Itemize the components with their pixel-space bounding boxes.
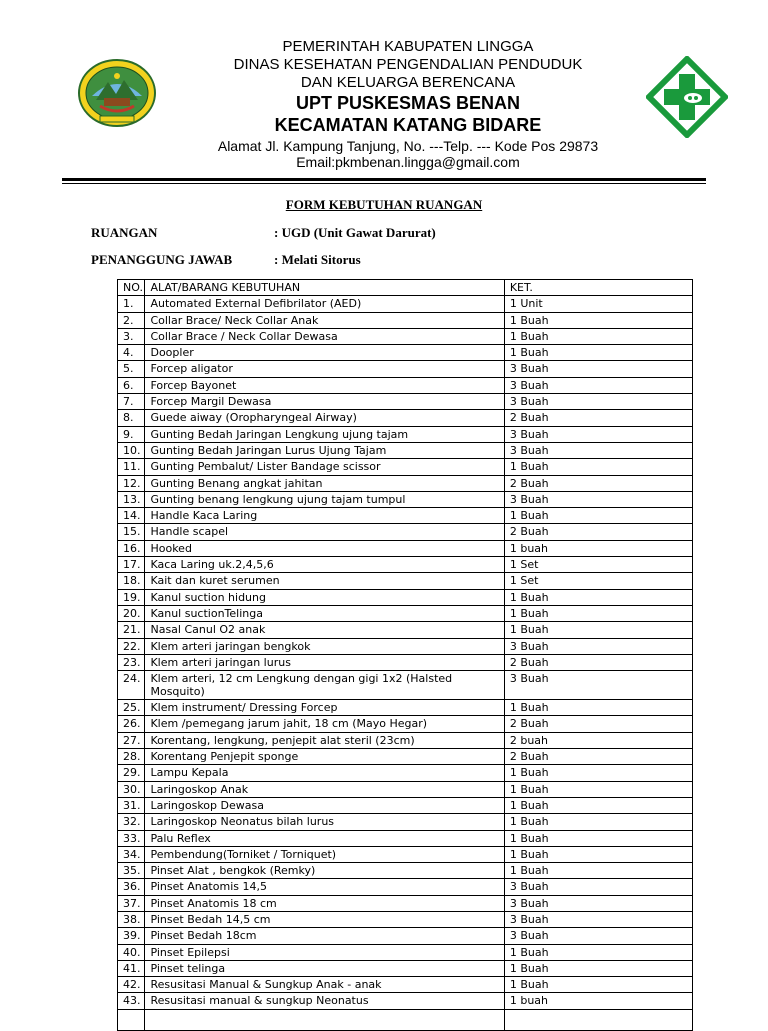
row-number: 32. <box>118 814 145 830</box>
table-row <box>118 557 693 573</box>
row-quantity: 1 Buah <box>504 797 692 813</box>
table-row <box>118 781 693 797</box>
row-item-name: Klem arteri, 12 cm Lengkung dengan gigi 1x2 (Halsted Mosquito) <box>145 671 504 700</box>
row-quantity: 1 Buah <box>504 846 692 862</box>
row-item-name: Pinset Bedah 18cm <box>145 928 504 944</box>
table-row <box>118 654 693 670</box>
row-number: 42. <box>118 977 145 993</box>
row-item-name: Resusitasi Manual & Sungkup Anak - anak <box>145 977 504 993</box>
row-quantity: 3 Buah <box>504 911 692 927</box>
row-quantity: 3 Buah <box>504 638 692 654</box>
table-row <box>118 879 693 895</box>
row-item-name: Hooked <box>145 540 504 556</box>
row-number: 23. <box>118 654 145 670</box>
row-item-name: Pinset Anatomis 18 cm <box>145 895 504 911</box>
row-item-name: Gunting Bedah Jaringan Lengkung ujung tajam <box>145 426 504 442</box>
row-number: 7. <box>118 394 145 410</box>
empty-cell <box>145 1009 504 1030</box>
table-row <box>118 638 693 654</box>
table-row <box>118 394 693 410</box>
row-number: 11. <box>118 459 145 475</box>
letterhead-government: PEMERINTAH KABUPATEN LINGGA <box>282 38 534 55</box>
row-item-name: Klem arteri jaringan bengkok <box>145 638 504 654</box>
row-item-name: Resusitasi manual & sungkup Neonatus <box>145 993 504 1009</box>
letterhead-address: Alamat Jl. Kampung Tanjung, No. ---Telp. --- Kode Pos 29873 <box>217 138 599 154</box>
row-number: 26. <box>118 716 145 732</box>
row-quantity: 1 Set <box>504 573 692 589</box>
row-item-name: Kait dan kuret serumen <box>145 573 504 589</box>
row-item-name: Klem /pemegang jarum jahit, 18 cm (Mayo Hegar) <box>145 716 504 732</box>
row-number: 36. <box>118 879 145 895</box>
table-row <box>118 814 693 830</box>
row-quantity: 2 Buah <box>504 475 692 491</box>
row-quantity: 1 Buah <box>504 863 692 879</box>
table-row <box>118 410 693 426</box>
row-quantity: 3 Buah <box>504 442 692 458</box>
row-quantity: 1 Buah <box>504 459 692 475</box>
letterhead-divider-thick <box>62 178 706 181</box>
row-number: 35. <box>118 863 145 879</box>
row-number: 9. <box>118 426 145 442</box>
table-body <box>118 296 693 1030</box>
row-item-name: Laringoskop Dewasa <box>145 797 504 813</box>
row-quantity: 1 Buah <box>504 605 692 621</box>
row-item-name: Korentang, lengkung, penjepit alat steril (23cm) <box>145 732 504 748</box>
row-item-name: Collar Brace/ Neck Collar Anak <box>145 312 504 328</box>
row-number: 8. <box>118 410 145 426</box>
table-row <box>118 345 693 361</box>
room-label: RUANGAN <box>91 225 158 240</box>
row-item-name: Klem instrument/ Dressing Forcep <box>145 700 504 716</box>
row-item-name: Korentang Penjepit sponge <box>145 749 504 765</box>
row-number: 28. <box>118 749 145 765</box>
row-item-name: Gunting Benang angkat jahitan <box>145 475 504 491</box>
header-item: ALAT/BARANG KEBUTUHAN <box>145 280 504 296</box>
row-quantity: 2 Buah <box>504 410 692 426</box>
table-row <box>118 328 693 344</box>
row-item-name: Pinset Bedah 14,5 cm <box>145 911 504 927</box>
row-number: 21. <box>118 622 145 638</box>
row-quantity: 1 Buah <box>504 345 692 361</box>
table-row <box>118 928 693 944</box>
table-row <box>118 573 693 589</box>
header-no: NO. <box>118 280 145 296</box>
row-item-name: Pinset telinga <box>145 960 504 976</box>
table-row <box>118 605 693 621</box>
row-item-name: Laringoskop Anak <box>145 781 504 797</box>
row-item-name: Pinset Alat , bengkok (Remky) <box>145 863 504 879</box>
row-item-name: Gunting Bedah Jaringan Lurus Ujung Tajam <box>145 442 504 458</box>
row-number: 34. <box>118 846 145 862</box>
row-number: 30. <box>118 781 145 797</box>
empty-cell <box>118 1009 145 1030</box>
table-row <box>118 944 693 960</box>
row-quantity: 1 Buah <box>504 328 692 344</box>
row-number: 18. <box>118 573 145 589</box>
row-number: 17. <box>118 557 145 573</box>
table-row <box>118 977 693 993</box>
row-number: 19. <box>118 589 145 605</box>
table-row <box>118 377 693 393</box>
letterhead-district: KECAMATAN KATANG BIDARE <box>274 115 542 135</box>
row-number: 20. <box>118 605 145 621</box>
table-row <box>118 296 693 312</box>
row-number: 12. <box>118 475 145 491</box>
letterhead <box>0 0 768 190</box>
row-number: 6. <box>118 377 145 393</box>
row-number: 4. <box>118 345 145 361</box>
row-quantity: 2 Buah <box>504 716 692 732</box>
table-row <box>118 830 693 846</box>
row-item-name: Gunting benang lengkung ujung tajam tumpul <box>145 491 504 507</box>
row-number: 3. <box>118 328 145 344</box>
row-item-name: Doopler <box>145 345 504 361</box>
letterhead-agency-continued: DAN KELUARGA BERENCANA <box>300 74 516 91</box>
row-number: 38. <box>118 911 145 927</box>
table-row <box>118 700 693 716</box>
row-quantity: 2 Buah <box>504 654 692 670</box>
table-row <box>118 960 693 976</box>
row-item-name: Guede aiway (Oropharyngeal Airway) <box>145 410 504 426</box>
row-item-name: Kanul suction hidung <box>145 589 504 605</box>
table-row <box>118 475 693 491</box>
row-item-name: Klem arteri jaringan lurus <box>145 654 504 670</box>
row-number: 39. <box>118 928 145 944</box>
row-quantity: 1 Buah <box>504 960 692 976</box>
row-item-name: Forcep Margil Dewasa <box>145 394 504 410</box>
row-item-name: Handle scapel <box>145 524 504 540</box>
row-quantity: 1 Buah <box>504 589 692 605</box>
row-number: 31. <box>118 797 145 813</box>
row-number: 37. <box>118 895 145 911</box>
row-item-name: Collar Brace / Neck Collar Dewasa <box>145 328 504 344</box>
row-quantity: 1 Buah <box>504 622 692 638</box>
row-quantity: 3 Buah <box>504 491 692 507</box>
row-number: 10. <box>118 442 145 458</box>
table-row <box>118 524 693 540</box>
row-item-name: Laringoskop Neonatus bilah lurus <box>145 814 504 830</box>
row-item-name: Forcep Bayonet <box>145 377 504 393</box>
row-item-name: Nasal Canul O2 anak <box>145 622 504 638</box>
row-item-name: Pembendung(Torniket / Torniquet) <box>145 846 504 862</box>
row-quantity: 3 Buah <box>504 895 692 911</box>
row-item-name: Forcep aligator <box>145 361 504 377</box>
table-row <box>118 361 693 377</box>
form-title: FORM KEBUTUHAN RUANGAN <box>285 197 483 212</box>
table-row <box>118 765 693 781</box>
empty-cell <box>504 1009 692 1030</box>
table-row <box>118 589 693 605</box>
row-quantity: 1 Unit <box>504 296 692 312</box>
table-row <box>118 508 693 524</box>
row-number: 1. <box>118 296 145 312</box>
row-quantity: 1 Buah <box>504 312 692 328</box>
row-item-name: Kanul suctionTelinga <box>145 605 504 621</box>
row-quantity: 2 Buah <box>504 524 692 540</box>
row-quantity: 1 buah <box>504 993 692 1009</box>
row-quantity: 3 Buah <box>504 426 692 442</box>
row-quantity: 3 Buah <box>504 879 692 895</box>
pic-value: : Melati Sitorus <box>274 252 361 267</box>
row-number: 40. <box>118 944 145 960</box>
letterhead-puskesmas-name: UPT PUSKESMAS BENAN <box>295 93 521 113</box>
letterhead-divider-thin <box>62 183 706 184</box>
row-item-name: Lampu Kepala <box>145 765 504 781</box>
table-row <box>118 540 693 556</box>
table-row <box>118 797 693 813</box>
table-row <box>118 911 693 927</box>
row-quantity: 3 Buah <box>504 671 692 700</box>
letterhead-agency: DINAS KESEHATAN PENGENDALIAN PENDUDUK <box>233 56 583 73</box>
row-quantity: 1 Buah <box>504 830 692 846</box>
table-row <box>118 863 693 879</box>
table-row <box>118 426 693 442</box>
row-number: 5. <box>118 361 145 377</box>
row-quantity: 2 Buah <box>504 749 692 765</box>
row-number: 29. <box>118 765 145 781</box>
row-item-name: Handle Kaca Laring <box>145 508 504 524</box>
row-number: 16. <box>118 540 145 556</box>
row-number: 14. <box>118 508 145 524</box>
table-row <box>118 442 693 458</box>
row-item-name: Gunting Pembalut/ Lister Bandage scissor <box>145 459 504 475</box>
row-quantity: 1 Buah <box>504 781 692 797</box>
row-quantity: 3 Buah <box>504 377 692 393</box>
table-row <box>118 895 693 911</box>
table-row <box>118 671 693 700</box>
row-number: 15. <box>118 524 145 540</box>
table-header-row <box>118 280 693 296</box>
row-number: 2. <box>118 312 145 328</box>
table-row <box>118 993 693 1009</box>
row-number: 24. <box>118 671 145 700</box>
row-number: 13. <box>118 491 145 507</box>
row-quantity: 1 Buah <box>504 700 692 716</box>
row-quantity: 3 Buah <box>504 928 692 944</box>
row-item-name: Pinset Epilepsi <box>145 944 504 960</box>
equipment-table <box>117 279 693 1031</box>
row-quantity: 1 buah <box>504 540 692 556</box>
table-row <box>118 312 693 328</box>
row-quantity: 1 Buah <box>504 814 692 830</box>
row-number: 25. <box>118 700 145 716</box>
puskesmas-logo-icon <box>646 56 728 138</box>
row-quantity: 1 Set <box>504 557 692 573</box>
row-quantity: 3 Buah <box>504 394 692 410</box>
table-row <box>118 459 693 475</box>
pic-label: PENANGGUNG JAWAB <box>91 252 233 267</box>
row-quantity: 1 Buah <box>504 508 692 524</box>
table-row <box>118 749 693 765</box>
table-row <box>118 622 693 638</box>
row-number: 33. <box>118 830 145 846</box>
row-item-name: Kaca Laring uk.2,4,5,6 <box>145 557 504 573</box>
table-row <box>118 846 693 862</box>
row-quantity: 2 buah <box>504 732 692 748</box>
row-number: 43. <box>118 993 145 1009</box>
table-row <box>118 732 693 748</box>
row-number: 41. <box>118 960 145 976</box>
row-number: 22. <box>118 638 145 654</box>
room-value: : UGD (Unit Gawat Darurat) <box>274 225 436 240</box>
row-item-name: Pinset Anatomis 14,5 <box>145 879 504 895</box>
table-row <box>118 491 693 507</box>
row-quantity: 1 Buah <box>504 977 692 993</box>
row-quantity: 3 Buah <box>504 361 692 377</box>
row-item-name: Palu Reflex <box>145 830 504 846</box>
letterhead-email: Email:pkmbenan.lingga@gmail.com <box>296 154 520 170</box>
row-number: 27. <box>118 732 145 748</box>
table-row <box>118 716 693 732</box>
row-quantity: 1 Buah <box>504 765 692 781</box>
header-ket: KET. <box>504 280 692 296</box>
table-row-empty <box>118 1009 693 1030</box>
row-item-name: Automated External Defibrilator (AED) <box>145 296 504 312</box>
row-quantity: 1 Buah <box>504 944 692 960</box>
lingga-regency-seal-icon <box>78 58 156 128</box>
